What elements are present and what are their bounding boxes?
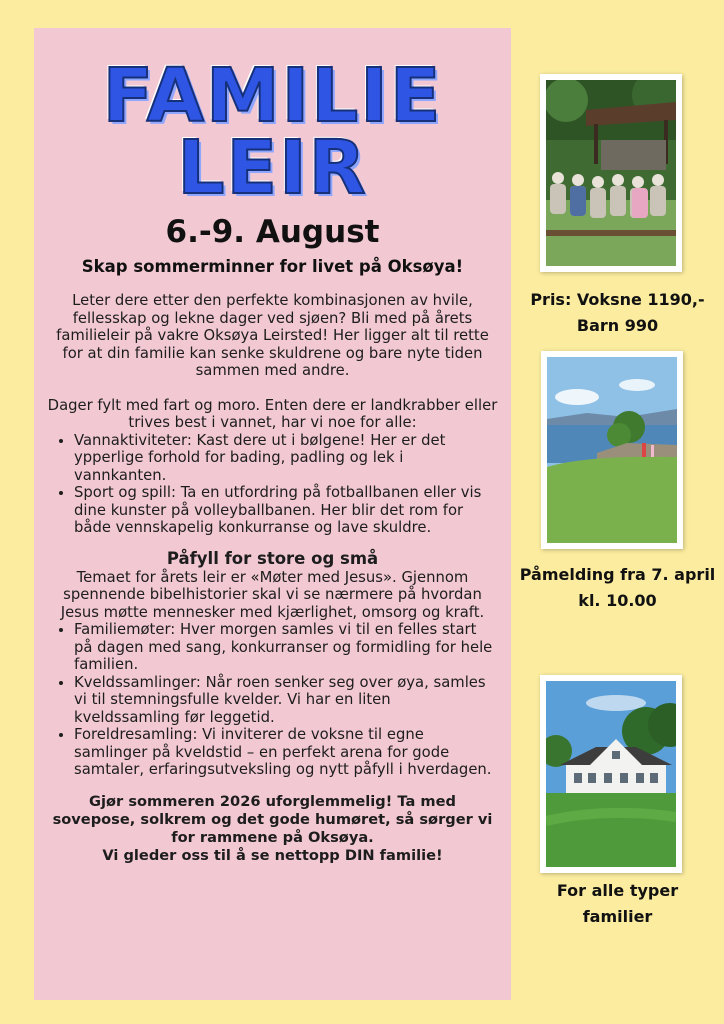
price-info	[511, 287, 724, 339]
theme-paragraph: Temaet for årets leir er «Møter med Jesus». Gjennom spennende bibelhistorier skal vi se nærmere på hvordan Jesus møtte mennesker med kjærlighet, omsorg og kraft.	[60, 568, 485, 621]
title-line-1: FAMILIE	[102, 53, 443, 139]
activities-intro: Dager fylt med fart og moro. Enten dere er landkrabber eller trives best i vannet, har vi noe for alle:	[47, 396, 498, 431]
title-line-2: LEIR	[177, 125, 368, 211]
activity-item: • Sport og spill: Ta en utfordring på fotballbanen eller vis dine kunster på volleyballbanen. Her blir det rom for både vennskapelig konkurranse og lave skuldre.	[74, 484, 499, 537]
program-item: • Kveldssamlinger: Når roen senker seg over øya, samles vi til stemningsfulle kvelder. Vi har en liten kveldssamling før leggetid.	[74, 674, 499, 727]
body-text	[46, 292, 499, 865]
program-list	[46, 621, 499, 779]
price-adults: Pris: Voksne 1190,-	[530, 290, 705, 309]
closing-line-1: Gjør sommeren 2026 uforglemmelig! Ta med sovepose, solkrem og det gode humøret, så sørger vi for rammene på Oksøya.	[52, 792, 493, 846]
content-panel	[34, 28, 511, 1000]
audience-line-1: For alle typer	[556, 881, 679, 900]
program-item: • Foreldresamling: Vi inviterer de voksne til egne samlinger på kveldstid – en perfekt arena for gode samtaler, erfaringsutveksling og nytt påfyll i hverdagen.	[74, 726, 499, 779]
signup-info	[511, 562, 724, 614]
signup-date: Påmelding fra 7. april	[519, 565, 716, 584]
signup-time: kl. 10.00	[578, 591, 657, 610]
intro-paragraph: Leter dere etter den perfekte kombinasjonen av hvile, fellesskap og lekne dager ved sjøen? Bli med på årets familieleir på vakre Oksøya Leirsted! Her ligger alt til rette for at din familie kan senke skuldrene og bare nyte tiden sammen med andre.	[56, 292, 489, 379]
subtitle: Skap sommerminner for livet på Oksøya!	[81, 257, 464, 276]
photo-gathering	[540, 74, 682, 272]
closing-text	[46, 793, 499, 865]
activities-list	[46, 432, 499, 537]
photo-lakeside	[541, 351, 683, 549]
activity-item: • Vannaktiviteter: Kast dere ut i bølgene! Her er det ypperlige forhold for bading, padling og lek i vannkanten.	[74, 432, 499, 485]
event-date: 6.-9. August	[165, 214, 380, 250]
section-heading: Påfyll for store og små	[166, 548, 379, 568]
audience-line-2: familier	[582, 907, 653, 926]
audience-info	[511, 878, 724, 930]
closing-line-2: Vi gleder oss til å se nettopp DIN familie!	[102, 846, 443, 864]
price-children: Barn 990	[576, 316, 659, 335]
photo-house	[540, 675, 682, 873]
program-item: • Familiemøter: Hver morgen samles vi til en felles start på dagen med sang, konkurranser og formidling for hele familien.	[74, 621, 499, 674]
